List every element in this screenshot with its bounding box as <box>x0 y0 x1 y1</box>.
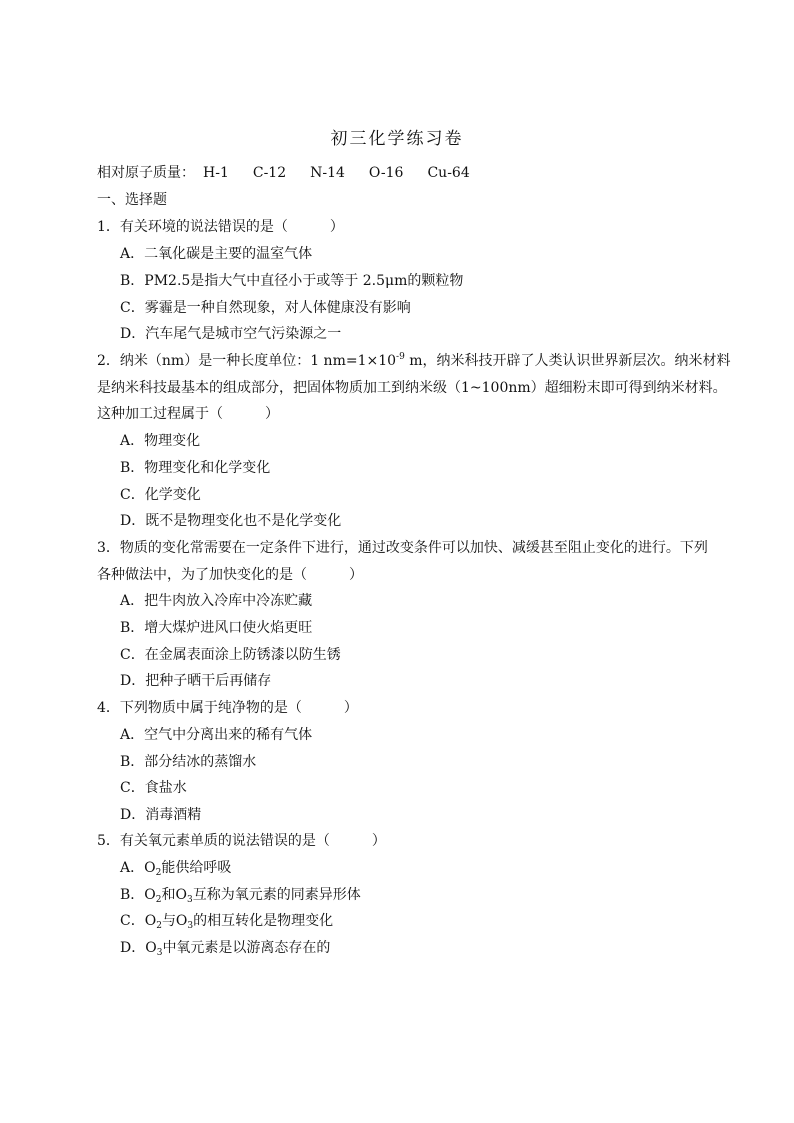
question-1-option-d[interactable]: D．汽车尾气是城市空气污染源之一 <box>120 326 342 342</box>
q2-text-part-2: m，纳米科技开辟了人类认识世界新层次。纳米材料 <box>404 353 731 369</box>
atomic-masses <box>97 163 494 183</box>
question-1-option-a[interactable]: A．二氧化碳是主要的温室气体 <box>120 246 313 262</box>
question-3-option-d[interactable]: D．把种子晒干后再储存 <box>120 673 272 689</box>
q5a-pre: A．O <box>120 860 156 876</box>
question-3-stem-line-2: 各种做法中，为了加快变化的是（ ） <box>97 567 363 583</box>
question-3-stem-line-1: 3．物质的变化常需要在一定条件下进行，通过改变条件可以加快、减缓甚至阻止变化的进行。下列 <box>97 540 708 556</box>
q5c-pre: C．O <box>120 913 157 929</box>
question-2-stem-line-1 <box>97 351 731 371</box>
question-3-option-a[interactable]: A．把牛肉放入冷库中冷冻贮藏 <box>120 593 313 609</box>
question-5-option-b[interactable] <box>120 885 361 905</box>
question-1-stem: 1．有关环境的说法错误的是（ ） <box>97 219 344 235</box>
atomic-mass-cu: Cu-64 <box>427 165 470 181</box>
question-2-option-d[interactable]: D．既不是物理变化也不是化学变化 <box>120 513 342 529</box>
q5b-post: 互称为氧元素的同素异形体 <box>192 887 361 903</box>
q2-text-part-1: 2．纳米（nm）是一种长度单位：1 nm=1×10 <box>97 353 397 369</box>
q5d-post: 中氧元素是以游离态存在的 <box>162 940 331 956</box>
question-4-option-d[interactable]: D．消毒酒精 <box>120 807 202 823</box>
question-1-option-b[interactable]: B．PM2.5是指大气中直径小于或等于 2.5μm的颗粒物 <box>120 273 464 289</box>
question-5-option-c[interactable] <box>120 911 333 931</box>
q5b-sub-1: 2 <box>155 895 162 905</box>
q5a-post: 能供给呼吸 <box>161 860 232 876</box>
question-3-option-b[interactable]: B．增大煤炉进风口使火焰更旺 <box>120 620 313 636</box>
question-2-option-a[interactable]: A．物理变化 <box>120 433 201 449</box>
question-2-option-b[interactable]: B．物理变化和化学变化 <box>120 460 271 476</box>
q5b-sub-2: 3 <box>186 895 193 905</box>
q5c-sub-1: 2 <box>156 921 162 931</box>
atomic-mass-h: H-1 <box>203 165 229 181</box>
question-5-option-a[interactable] <box>120 858 231 878</box>
q5c-mid: 与O <box>161 913 188 929</box>
question-2-stem-line-3: 这种加工过程属于（ ） <box>97 406 279 422</box>
q5a-sub: 2 <box>155 868 162 878</box>
question-4-stem: 4．下列物质中属于纯净物的是（ ） <box>97 700 358 716</box>
atomic-mass-n: N-14 <box>310 165 345 181</box>
q5d-pre: D．O <box>120 940 157 956</box>
question-2-option-c[interactable]: C．化学变化 <box>120 487 201 503</box>
atomic-mass-o: O-16 <box>368 165 404 181</box>
section-heading: 一、选择题 <box>97 192 167 208</box>
q2-exponent: -9 <box>396 352 405 362</box>
q5b-pre: B．O <box>120 887 156 903</box>
q5c-sub-2: 3 <box>187 921 194 931</box>
page-title: 初三化学练习卷 <box>330 129 464 149</box>
question-4-option-b[interactable]: B．部分结冰的蒸馏水 <box>120 754 257 770</box>
atomic-masses-label: 相对原子质量： <box>97 165 195 181</box>
question-3-option-c[interactable]: C．在金属表面涂上防锈漆以防生锈 <box>120 647 341 663</box>
question-2-stem-line-2: 是纳米科技最基本的组成部分，把固体物质加工到纳米级（1~100nm）超细粉末即可得到纳米材料。 <box>97 380 727 396</box>
q5c-post: 的相互转化是物理变化 <box>193 913 334 929</box>
question-5-stem: 5．有关氧元素单质的说法错误的是（ ） <box>97 833 386 849</box>
atomic-mass-c: C-12 <box>252 165 287 181</box>
question-1-option-c[interactable]: C．雾霾是一种自然现象，对人体健康没有影响 <box>120 300 411 316</box>
question-4-option-c[interactable]: C．食盐水 <box>120 780 187 796</box>
q5b-mid: 和O <box>161 887 187 903</box>
question-4-option-a[interactable]: A．空气中分离出来的稀有气体 <box>120 727 313 743</box>
question-5-option-d[interactable] <box>120 938 330 958</box>
q5d-sub: 3 <box>156 948 163 958</box>
